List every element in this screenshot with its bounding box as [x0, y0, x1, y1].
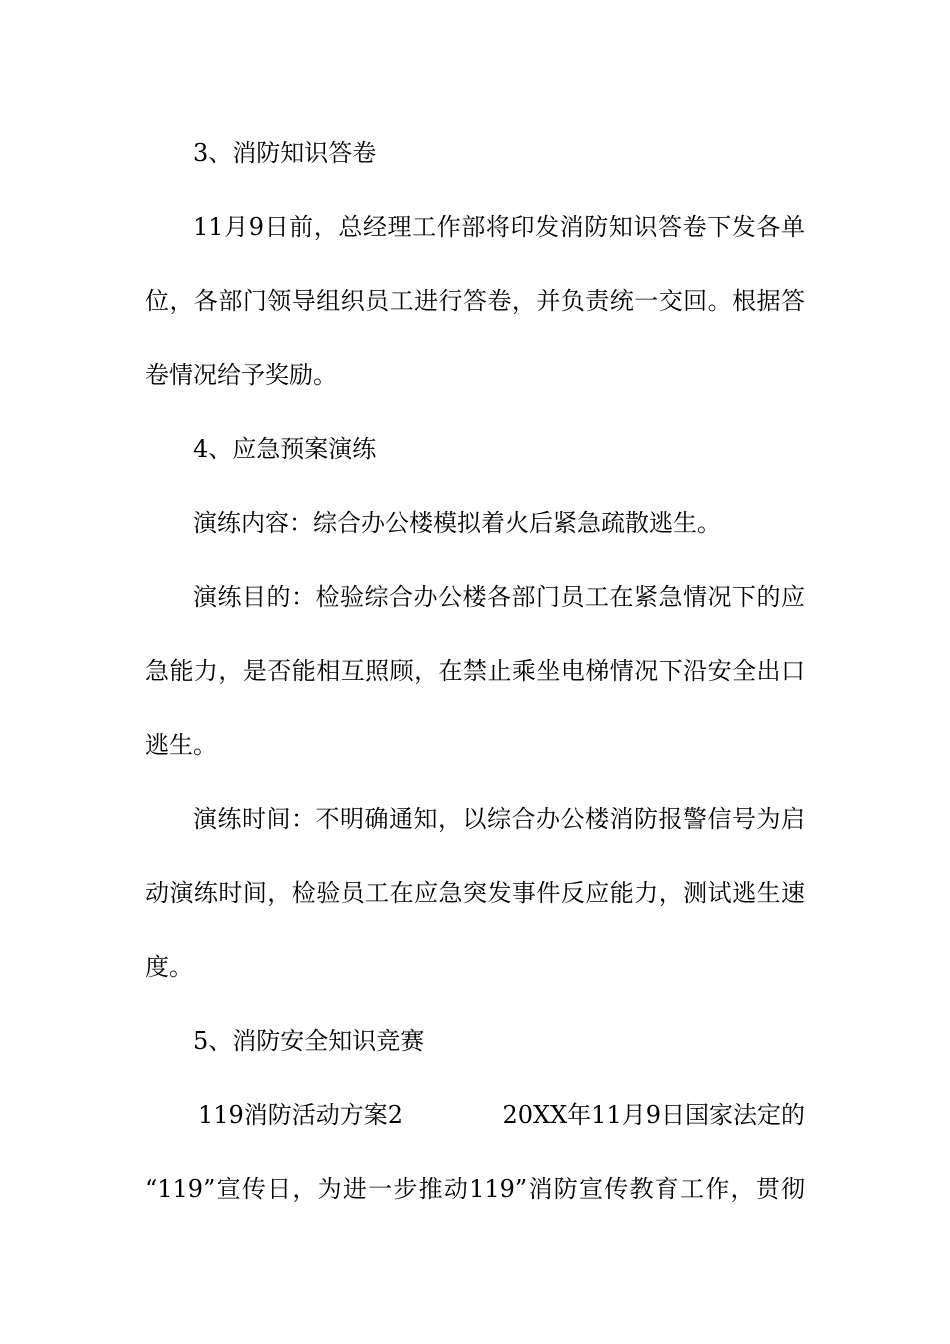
paragraph-line: “119”宣传日，为进一步推动119”消防宣传教育工作，贯彻: [145, 1175, 805, 1203]
paragraph-line: 演练时间：不明确通知，以综合办公楼消防报警信号为启: [193, 805, 805, 833]
paragraph-line: 逃生。: [145, 731, 217, 759]
heading-fire-knowledge-quiz: 3、消防知识答卷: [193, 139, 377, 167]
paragraph-text: 20XX年11月9日国家法定的: [502, 1101, 805, 1129]
paragraph-line: 11月9日前，总经理工作部将印发消防知识答卷下发各单: [193, 213, 805, 241]
paragraph-line: 度。: [145, 953, 193, 981]
paragraph-line: [198, 1100, 805, 1130]
paragraph-line: 急能力，是否能相互照顾，在禁止乘坐电梯情况下沿安全出口: [145, 657, 805, 685]
paragraph-line: 演练目的：检验综合办公楼各部门员工在紧急情况下的应: [193, 583, 805, 611]
heading-emergency-drill: 4、应急预案演练: [193, 435, 377, 463]
paragraph-line: 位，各部门领导组织员工进行答卷，并负责统一交回。根据答: [145, 287, 805, 315]
heading-fire-safety-contest: 5、消防安全知识竞赛: [193, 1027, 425, 1055]
paragraph-line: 动演练时间，检验员工在应急突发事件反应能力，测试逃生速: [145, 879, 805, 907]
paragraph-line: 演练内容：综合办公楼模拟着火后紧急疏散逃生。: [193, 509, 721, 537]
paragraph-line: 卷情况给予奖励。: [145, 361, 337, 389]
plan-title: 119消防活动方案2: [198, 1101, 404, 1129]
